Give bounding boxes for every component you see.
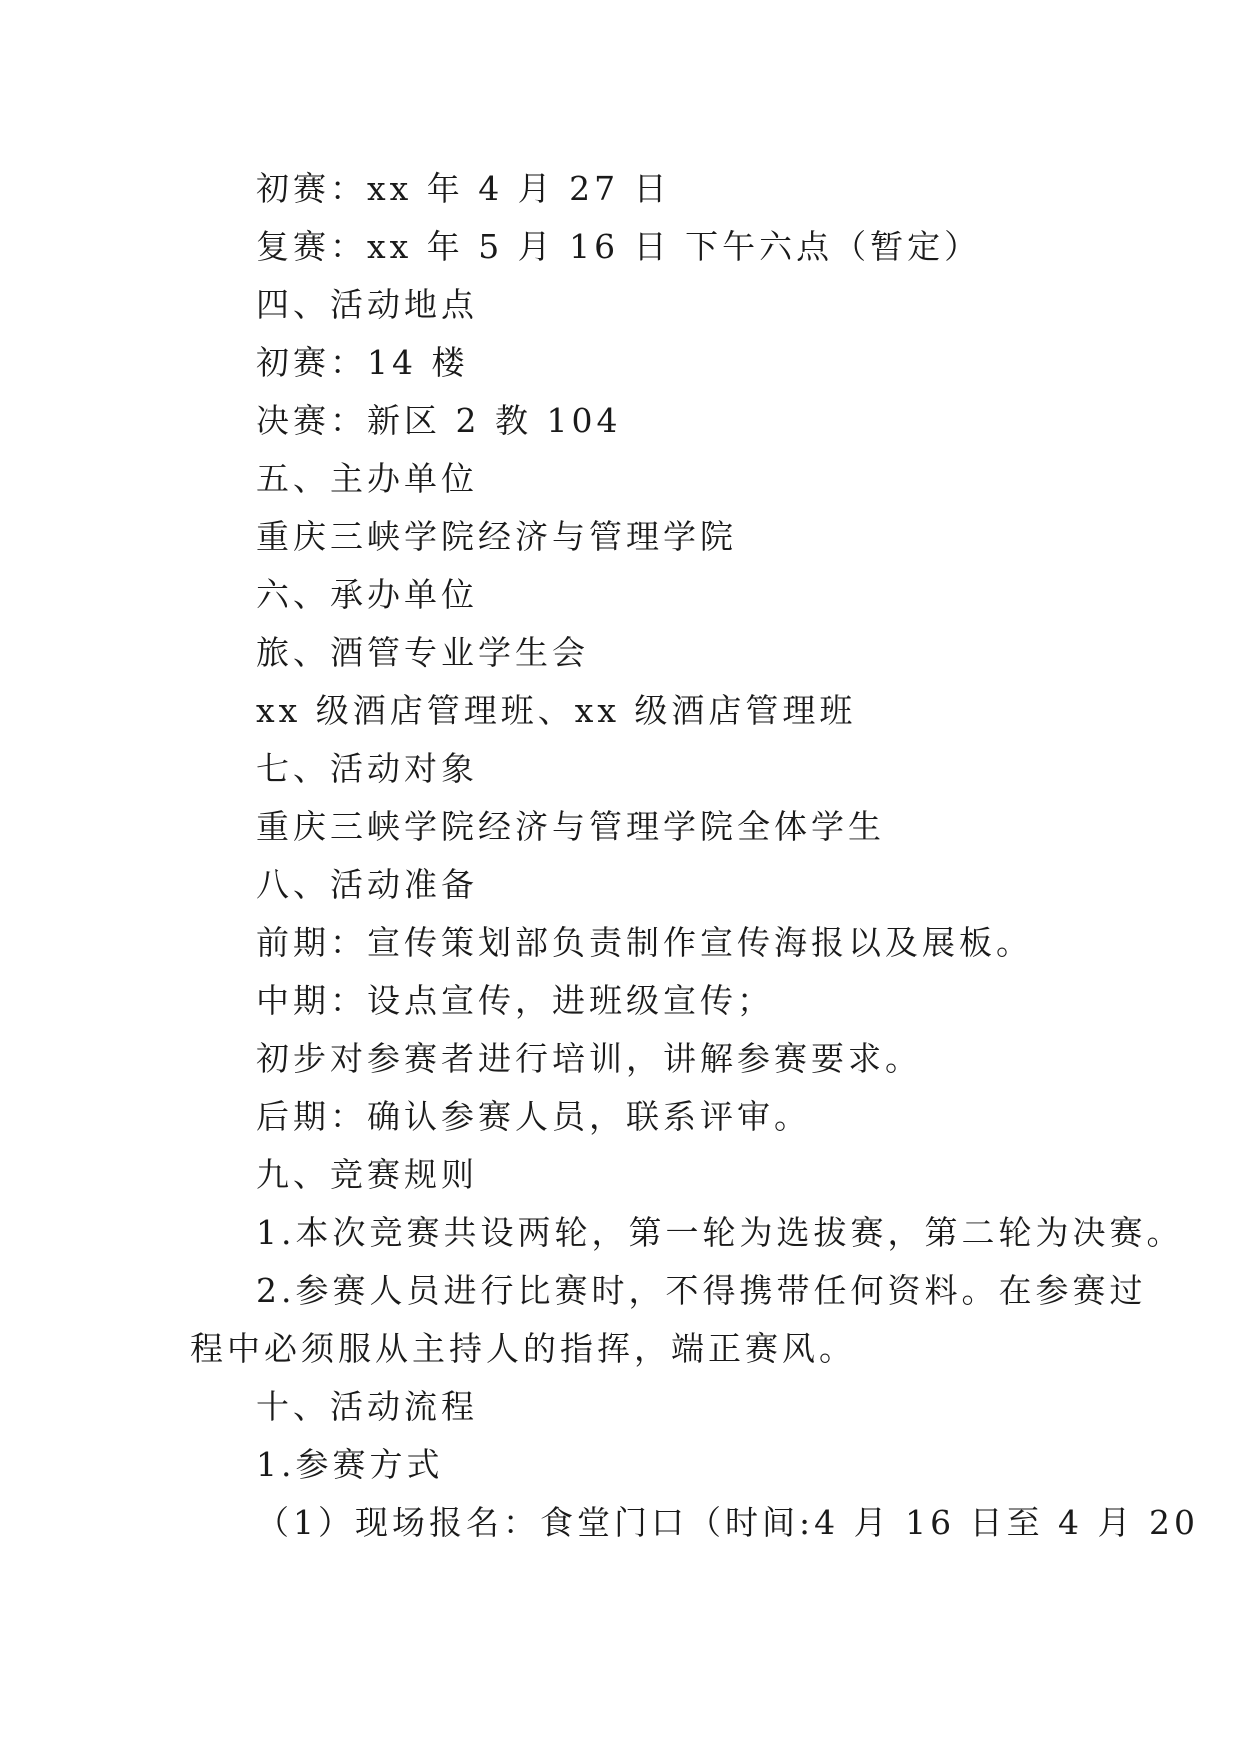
preparation-mid-line: 中期：设点宣传，进班级宣传； [256, 981, 774, 1020]
rule-1-line: 1.本次竞赛共设两轮，第一轮为选拔赛，第二轮为决赛。 [256, 1213, 1184, 1252]
section-heading-organizer: 五、主办单位 [256, 459, 478, 498]
audience-line: 重庆三峡学院经济与管理学院全体学生 [256, 807, 885, 846]
section-heading-audience: 七、活动对象 [256, 749, 478, 788]
preliminary-location-line: 初赛：14 楼 [256, 343, 469, 382]
process-method-line: 1.参赛方式 [256, 1445, 444, 1484]
preparation-early-line: 前期：宣传策划部负责制作宣传海报以及展板。 [256, 923, 1033, 962]
rule-2-line: 2.参赛人员进行比赛时，不得携带任何资料。在参赛过 [256, 1271, 1147, 1310]
process-registration-line: （1）现场报名：食堂门口（时间:4 月 16 日至 4 月 20 [256, 1503, 1200, 1542]
section-heading-location: 四、活动地点 [256, 285, 478, 324]
preparation-late-line: 后期：确认参赛人员，联系评审。 [256, 1097, 811, 1136]
rule-2-continuation-line: 程中必须服从主持人的指挥，端正赛风。 [190, 1329, 856, 1368]
semifinal-date-line: 复赛：xx 年 5 月 16 日 下午六点（暂定） [256, 227, 982, 266]
section-heading-process: 十、活动流程 [256, 1387, 478, 1426]
preparation-training-line: 初步对参赛者进行培训，讲解参赛要求。 [256, 1039, 922, 1078]
host-line-2: xx 级酒店管理班、xx 级酒店管理班 [256, 691, 857, 730]
section-heading-preparation: 八、活动准备 [256, 865, 478, 904]
preliminary-date-line: 初赛：xx 年 4 月 27 日 [256, 169, 671, 208]
final-location-line: 决赛：新区 2 教 104 [256, 401, 622, 440]
section-heading-host: 六、承办单位 [256, 575, 478, 614]
host-line-1: 旅、酒管专业学生会 [256, 633, 589, 672]
organizer-line: 重庆三峡学院经济与管理学院 [256, 517, 737, 556]
section-heading-rules: 九、竞赛规则 [256, 1155, 478, 1194]
